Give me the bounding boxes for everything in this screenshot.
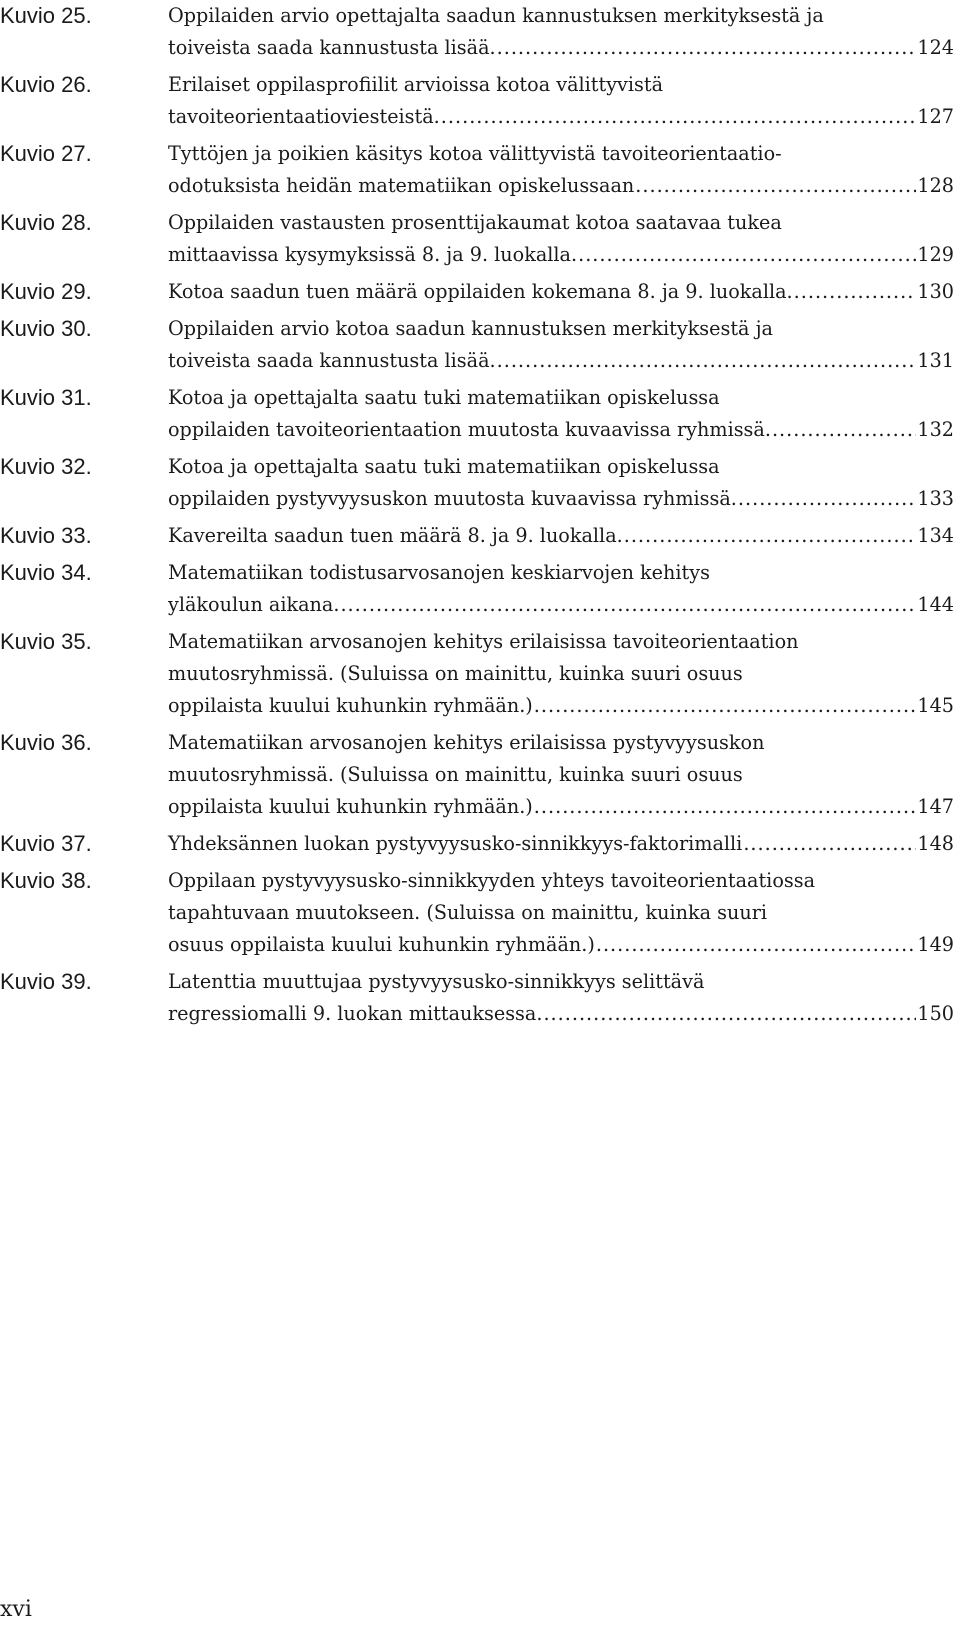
caption-line: Oppilaiden vastausten prosenttijakaumat kotoa saatavaa tukea: [168, 211, 782, 234]
dot-leader: [738, 483, 916, 515]
figure-label: Kuvio 31.: [0, 385, 92, 410]
page-reference[interactable]: 132: [917, 418, 954, 441]
caption-line: Kotoa ja opettajalta saatu tuki matematiikan opiskelussa: [168, 386, 720, 409]
figure-label: Kuvio 27.: [0, 141, 92, 166]
caption-line: regressiomalli 9. luokan mittauksessa.: [168, 1002, 543, 1025]
caption-last-line: [168, 239, 954, 271]
dot-leader: [635, 170, 916, 202]
caption-last-line: [168, 589, 954, 621]
dot-leader: [340, 589, 916, 621]
figure-caption: [168, 865, 954, 961]
figure-label: Kuvio 29.: [0, 279, 92, 304]
figure-label: Kuvio 25.: [0, 3, 92, 28]
page-number: xvi: [0, 1597, 32, 1622]
figure-label: Kuvio 39.: [0, 969, 92, 994]
figure-caption: [168, 207, 954, 271]
dot-leader: [543, 998, 916, 1030]
dot-leader: [624, 520, 917, 552]
caption-line: tavoiteorientaatioviesteistä.: [168, 105, 440, 128]
caption-line: Oppilaiden arvio kotoa saadun kannustuksen merkityksestä ja: [168, 317, 773, 340]
page-reference[interactable]: 150: [917, 1002, 954, 1025]
page-reference[interactable]: 134: [917, 524, 954, 547]
caption-last-line: [168, 483, 954, 515]
caption-line: Oppilaan pystyvyysusko-sinnikkyyden yhteys tavoiteorientaatiossa: [168, 869, 816, 892]
figure-caption: [168, 138, 954, 202]
toc-entry[interactable]: [0, 557, 960, 621]
toc-entry[interactable]: [0, 313, 960, 377]
dot-leader: [497, 345, 917, 377]
page-reference[interactable]: 130: [917, 280, 954, 303]
caption-line: Kotoa saadun tuen määrä oppilaiden kokemana 8. ja 9. luokalla.: [168, 280, 793, 303]
page-reference[interactable]: 128: [917, 174, 954, 197]
caption-last-line: [168, 276, 954, 308]
dot-leader: [578, 239, 916, 271]
toc-entry[interactable]: [0, 727, 960, 823]
figure-caption: [168, 0, 954, 64]
page-reference[interactable]: 131: [917, 349, 954, 372]
caption-line: yläkoulun aikana.: [168, 593, 340, 616]
toc-entry[interactable]: [0, 966, 960, 1030]
toc-entry[interactable]: [0, 207, 960, 271]
toc-entry[interactable]: [0, 828, 960, 860]
caption-last-line: [168, 929, 954, 961]
caption-line: Kotoa ja opettajalta saatu tuki matematiikan opiskelussa: [168, 455, 720, 478]
figure-label: Kuvio 30.: [0, 316, 92, 341]
figure-caption: [168, 626, 954, 722]
figure-caption: [168, 727, 954, 823]
figure-label: Kuvio 26.: [0, 72, 92, 97]
caption-line: oppilaista kuului kuhunkin ryhmään.): [168, 795, 533, 818]
caption-line: Yhdeksännen luokan pystyvyysusko-sinnikkyys-faktorimalli: [168, 832, 743, 855]
dot-leader: [743, 828, 916, 860]
figure-label: Kuvio 33.: [0, 523, 92, 548]
page-reference[interactable]: 127: [917, 105, 954, 128]
caption-line: Latenttia muuttujaa pystyvyysusko-sinnikkyys selittävä: [168, 970, 705, 993]
figure-caption: [168, 828, 954, 860]
dot-leader: [441, 101, 917, 133]
caption-line: toiveista saada kannustusta lisää.: [168, 349, 496, 372]
caption-line: Matematiikan todistusarvosanojen keskiarvojen kehitys: [168, 561, 710, 584]
toc-entry[interactable]: [0, 138, 960, 202]
toc-entry[interactable]: [0, 865, 960, 961]
caption-last-line: [168, 690, 954, 722]
figure-caption: [168, 276, 954, 308]
caption-last-line: [168, 998, 954, 1030]
figure-label: Kuvio 35.: [0, 629, 92, 654]
caption-line: oppilaiden tavoiteorientaation muutosta kuvaavissa ryhmissä.: [168, 418, 771, 441]
page-reference[interactable]: 144: [917, 593, 954, 616]
dot-leader: [534, 791, 917, 823]
dot-leader: [596, 929, 917, 961]
toc-entry[interactable]: [0, 276, 960, 308]
page-reference[interactable]: 129: [917, 243, 954, 266]
page-reference[interactable]: 145: [917, 694, 954, 717]
figure-label: Kuvio 28.: [0, 210, 92, 235]
caption-line: muutosryhmissä. (Suluissa on mainittu, kuinka suuri osuus: [168, 662, 743, 685]
caption-line: Erilaiset oppilasprofiilit arvioissa kotoa välittyvistä: [168, 73, 664, 96]
caption-line: Kavereilta saadun tuen määrä 8. ja 9. luokalla.: [168, 524, 623, 547]
figure-caption: [168, 520, 954, 552]
caption-last-line: [168, 32, 954, 64]
caption-line: Oppilaiden arvio opettajalta saadun kannustuksen merkityksestä ja: [168, 4, 824, 27]
caption-last-line: [168, 170, 954, 202]
caption-line: toiveista saada kannustusta lisää.: [168, 36, 496, 59]
figure-label: Kuvio 37.: [0, 831, 92, 856]
caption-last-line: [168, 828, 954, 860]
figure-caption: [168, 382, 954, 446]
page-reference[interactable]: 149: [917, 933, 954, 956]
figure-caption: [168, 313, 954, 377]
dot-leader: [497, 32, 917, 64]
toc-entry[interactable]: [0, 520, 960, 552]
figure-label: Kuvio 34.: [0, 560, 92, 585]
figure-label: Kuvio 38.: [0, 868, 92, 893]
toc-entry[interactable]: [0, 382, 960, 446]
caption-last-line: [168, 414, 954, 446]
page-reference[interactable]: 133: [917, 487, 954, 510]
page-reference[interactable]: 148: [917, 832, 954, 855]
caption-line: Matematiikan arvosanojen kehitys erilaisissa pystyvyysuskon: [168, 731, 765, 754]
caption-last-line: [168, 345, 954, 377]
caption-last-line: [168, 101, 954, 133]
page-reference[interactable]: 124: [917, 36, 954, 59]
dot-leader: [772, 414, 916, 446]
figure-label: Kuvio 32.: [0, 454, 92, 479]
figure-caption: [168, 69, 954, 133]
caption-line: tapahtuvaan muutokseen. (Suluissa on mainittu, kuinka suuri: [168, 901, 768, 924]
caption-line: Matematiikan arvosanojen kehitys erilaisissa tavoiteorientaation: [168, 630, 799, 653]
caption-line: muutosryhmissä. (Suluissa on mainittu, kuinka suuri osuus: [168, 763, 743, 786]
caption-last-line: [168, 791, 954, 823]
caption-line: Tyttöjen ja poikien käsitys kotoa välittyvistä tavoiteorientaatio-: [168, 142, 782, 165]
caption-line: mittaavissa kysymyksissä 8. ja 9. luokalla.: [168, 243, 578, 266]
figure-caption: [168, 451, 954, 515]
dot-leader: [534, 690, 917, 722]
caption-line: oppilaista kuului kuhunkin ryhmään.): [168, 694, 533, 717]
toc-entry[interactable]: [0, 0, 960, 64]
figure-caption: [168, 557, 954, 621]
dot-leader: [794, 276, 917, 308]
caption-line: oppilaiden pystyvyysuskon muutosta kuvaavissa ryhmissä.: [168, 487, 737, 510]
caption-last-line: [168, 520, 954, 552]
toc-entry[interactable]: [0, 69, 960, 133]
page-reference[interactable]: 147: [917, 795, 954, 818]
caption-line: odotuksista heidän matematiikan opiskelussaan: [168, 174, 635, 197]
toc-entry[interactable]: [0, 626, 960, 722]
caption-line: osuus oppilaista kuului kuhunkin ryhmään.): [168, 933, 595, 956]
figure-label: Kuvio 36.: [0, 730, 92, 755]
toc-entry[interactable]: [0, 451, 960, 515]
figure-caption: [168, 966, 954, 1030]
